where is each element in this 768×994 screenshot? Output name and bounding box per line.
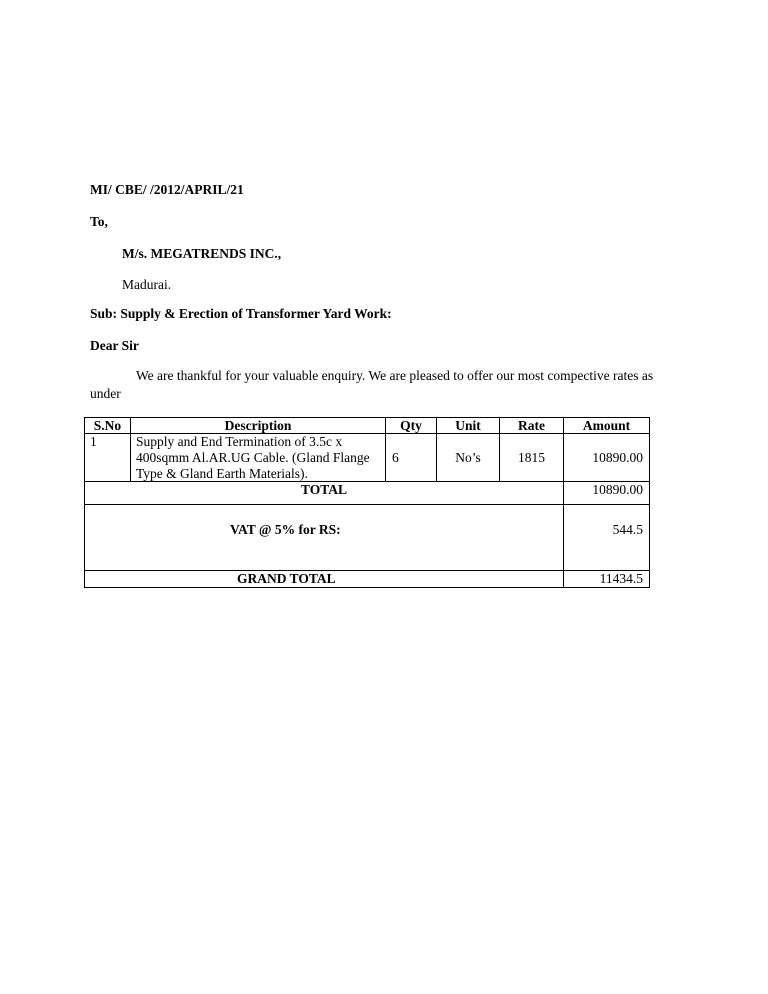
header-qty: Qty (400, 418, 422, 433)
body-text-line-1: We are thankful for your valuable enquiry. We are pleased to offer our most compective rates as (136, 368, 654, 383)
body-text-line-2: under (90, 386, 121, 401)
row-sno: 1 (90, 434, 97, 449)
row-description-line-1: Supply and End Termination of 3.5c x (136, 434, 343, 449)
greeting: Dear Sir (90, 338, 139, 353)
header-cell-qty (385, 417, 437, 434)
total-amount-cell (563, 481, 650, 505)
vat-label-cell (84, 504, 564, 571)
total-label-cell (84, 481, 564, 505)
header-description: Description (224, 418, 292, 433)
grand-total-amount: 11434.5 (599, 571, 643, 586)
row-cell-amount (563, 433, 650, 482)
row-rate: 1815 (518, 450, 545, 465)
vat-amount: 544.5 (612, 522, 643, 537)
header-cell-description (130, 417, 386, 434)
salutation-to: To, (90, 214, 108, 229)
row-description-line-2: 400sqmm Al.AR.UG Cable. (Gland Flange (136, 450, 370, 465)
row-description-line-3: Type & Gland Earth Materials). (136, 466, 308, 481)
quotation-table (84, 417, 650, 588)
row-cell-rate (499, 433, 564, 482)
grand-total-label-cell (84, 570, 564, 588)
total-label: TOTAL (301, 482, 348, 497)
grand-total-label: GRAND TOTAL (237, 571, 336, 586)
subject-line: Sub: Supply & Erection of Transformer Yard Work: (90, 306, 392, 321)
header-rate: Rate (518, 418, 545, 433)
grand-total-amount-cell (563, 570, 650, 588)
vat-label: VAT @ 5% for RS: (230, 522, 341, 537)
header-cell-unit (436, 417, 500, 434)
row-cell-sno (84, 433, 131, 482)
header-sno: S.No (93, 418, 122, 433)
row-cell-description (130, 433, 386, 482)
header-cell-amount (563, 417, 650, 434)
header-unit: Unit (455, 418, 481, 433)
vat-amount-cell (563, 504, 650, 571)
header-cell-rate (499, 417, 564, 434)
row-unit: No’s (455, 450, 481, 465)
recipient-city: Madurai. (122, 277, 172, 292)
header-amount: Amount (582, 418, 631, 433)
row-cell-unit (436, 433, 500, 482)
row-qty: 6 (392, 450, 399, 465)
reference-number: MI/ CBE/ /2012/APRIL/21 (90, 182, 244, 197)
row-amount: 10890.00 (592, 450, 643, 465)
recipient-name: M/s. MEGATRENDS INC., (122, 246, 282, 261)
header-cell-sno (84, 417, 131, 434)
row-cell-qty (385, 433, 437, 482)
total-amount: 10890.00 (592, 482, 643, 497)
